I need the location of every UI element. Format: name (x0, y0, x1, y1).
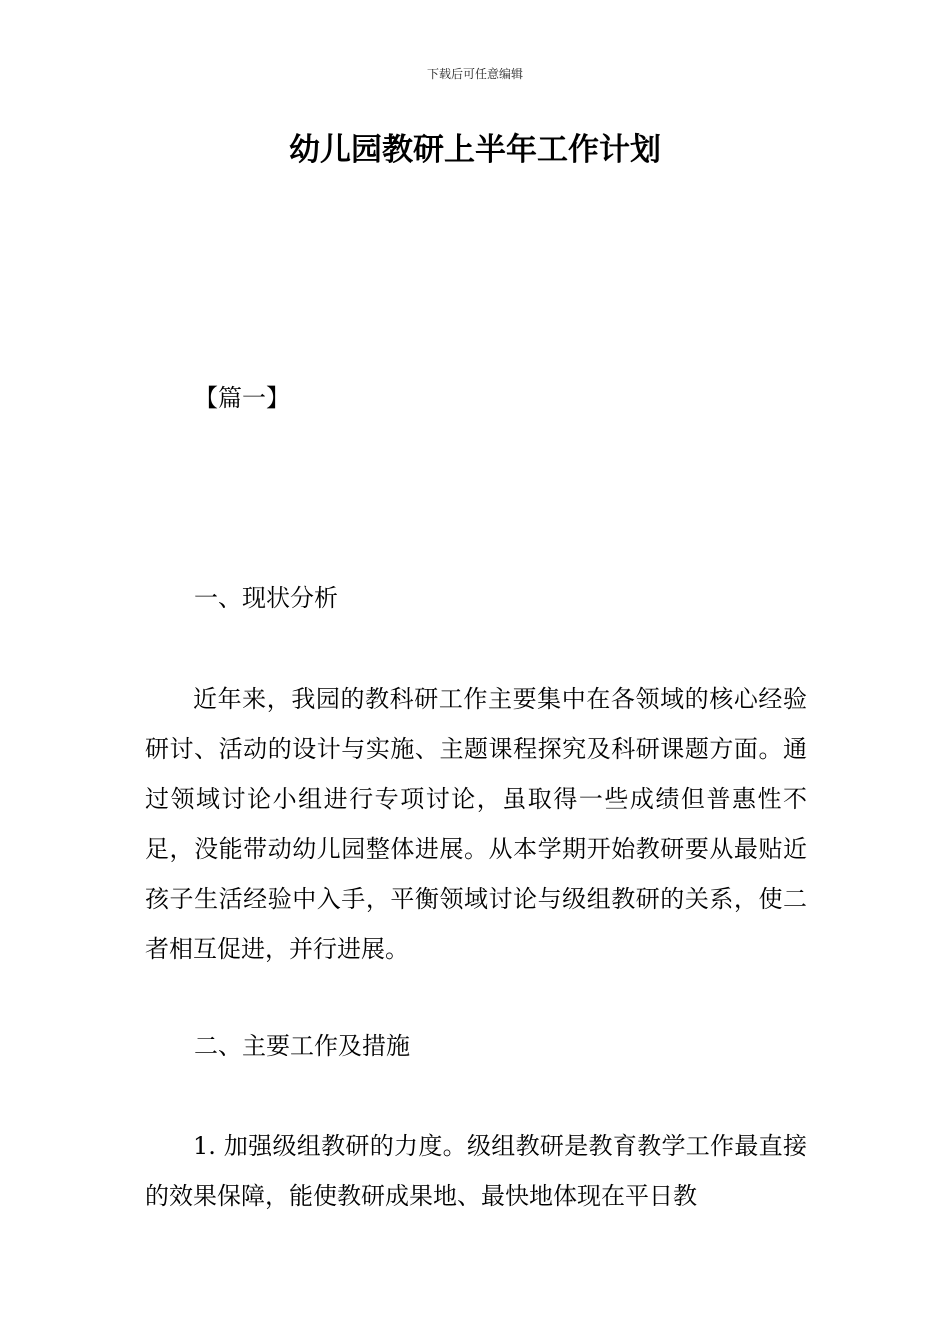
section-tag: 【篇一】 (194, 384, 290, 412)
paragraph-main-work: 1. 加强级组教研的力度。级组教研是教育教学工作最直接的效果保障，能使教研成果地、最快地体现在平日教 (145, 1132, 807, 1210)
paragraph-status-analysis: 近年来，我园的教科研工作主要集中在各领域的核心经验研讨、活动的设计与实施、主题课程探究及科研课题方面。通过领域讨论小组进行专项讨论，虽取得一些成绩但普惠性不足，没能带动幼儿园整体进展。从本学期开始教研要从最贴近孩子生活经验中入手，平衡领域讨论与级组教研的关系，使二者相互促进，并行进展。 (145, 685, 807, 963)
section-heading-status-analysis: 一、现状分析 (194, 584, 338, 612)
section-heading-main-work: 二、主要工作及措施 (194, 1032, 410, 1060)
document-title: 幼儿园教研上半年工作计划 (289, 132, 661, 168)
header-note: 下载后可任意编辑 (426, 67, 523, 81)
